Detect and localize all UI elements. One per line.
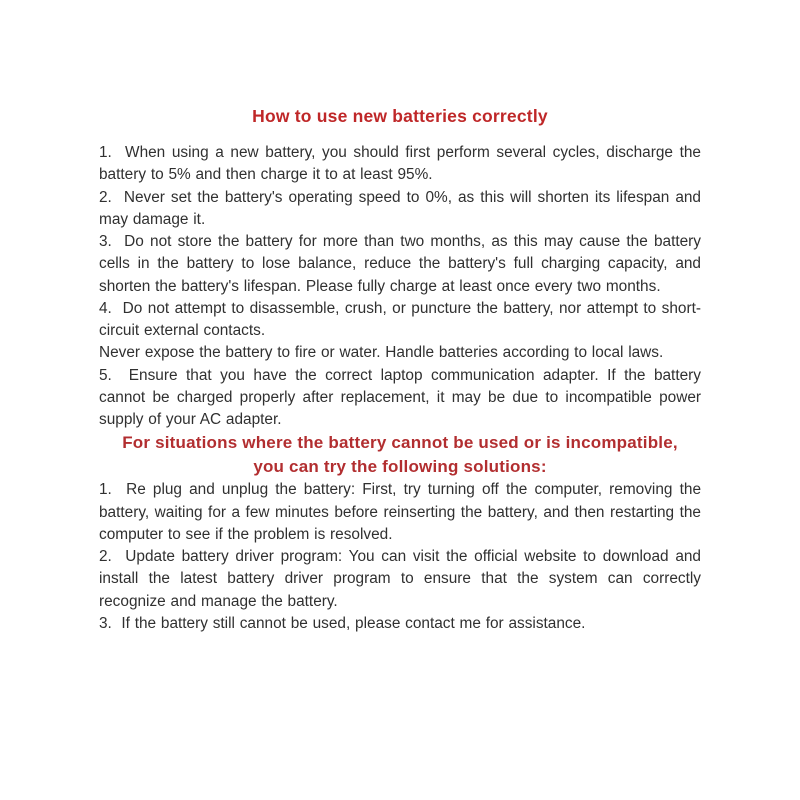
battery-usage-instructions [99,142,701,431]
document-content [99,0,701,635]
instruction-item: 2. Never set the battery's operating speed to 0%, as this will shorten its lifespan and may damage it. [99,188,701,228]
solution-item: 2. Update battery driver program: You can visit the official website to download and install the latest battery driver program to ensure that the system can correctly recognize and manage the battery. [99,548,701,610]
solution-item: 3. If the battery still cannot be used, please contact me for assistance. [99,614,586,632]
instruction-item: Never expose the battery to fire or water. Handle batteries according to local laws. [99,344,664,362]
troubleshooting-solutions [99,479,701,635]
instruction-item: 5. Ensure that you have the correct laptop communication adapter. If the battery cannot be charged properly after replacement, it may be due to incompatible power supply of your AC adapter. [99,366,701,428]
troubleshooting-heading-line2: you can try the following solutions: [253,457,547,477]
instruction-item: 4. Do not attempt to disassemble, crush, or puncture the battery, nor attempt to short-circuit external contacts. [99,299,701,339]
troubleshooting-heading-line1: For situations where the battery cannot be used or is incompatible, [122,433,678,453]
instruction-item: 1. When using a new battery, you should first perform several cycles, discharge the battery to 5% and then charge it to at least 95%. [99,144,701,184]
instruction-item: 3. Do not store the battery for more than two months, as this may cause the battery cells in the battery to lose balance, reduce the battery's full charging capacity, and shorten the battery's lifespan. Please fully charge at least once every two months. [99,233,701,295]
solution-item: 1. Re plug and unplug the battery: First, try turning off the computer, removing the battery, waiting for a few minutes before reinserting the battery, and then restarting the computer to see if the problem is resolved. [99,481,701,543]
main-heading: How to use new batteries correctly [252,106,548,126]
